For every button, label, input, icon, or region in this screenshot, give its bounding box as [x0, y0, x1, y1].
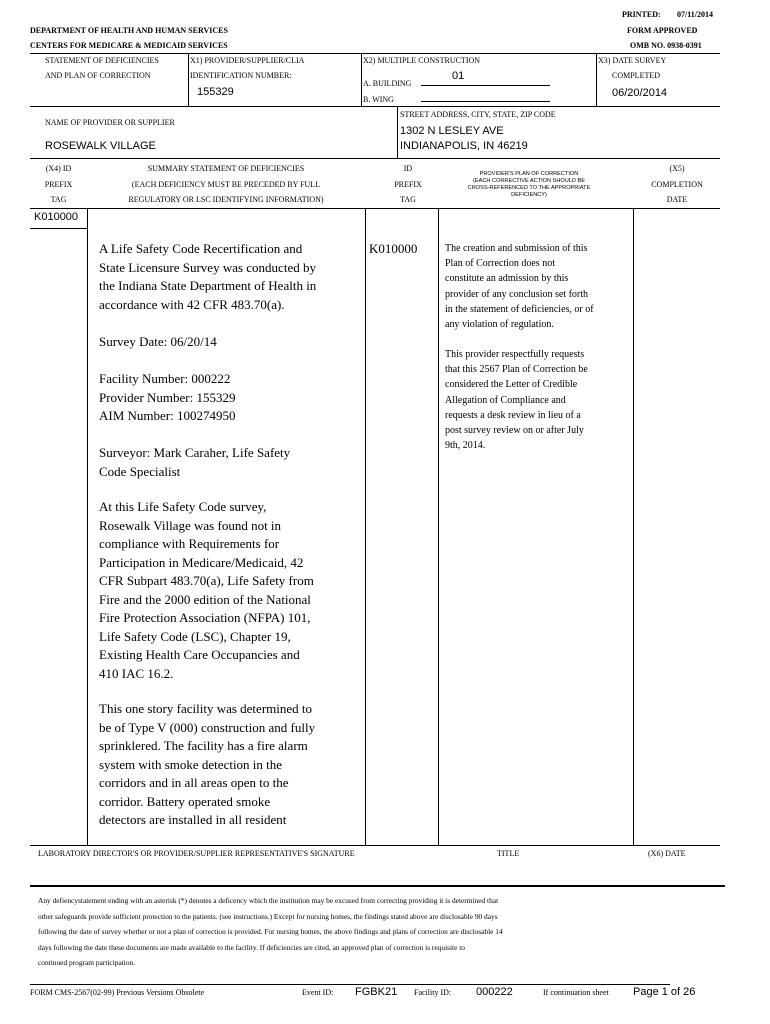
divider	[361, 53, 362, 106]
wing-underline	[421, 101, 550, 102]
date-survey-label-2: COMPLETED	[612, 71, 660, 80]
x5-header-1: (X5)	[669, 164, 685, 173]
plan-header-3: CROSS-REFERENCED TO THE APPROPRIATE	[467, 185, 591, 191]
body-bottom-border	[30, 845, 720, 846]
wing-label: B. WING	[363, 95, 394, 104]
column-divider	[633, 208, 634, 845]
form-id: FORM CMS-2567(02-99) Previous Versions Obsolete	[30, 988, 205, 997]
top-tag: K010000	[34, 211, 79, 223]
right-tag: K010000	[369, 241, 418, 256]
provider-id-label-1: X1) PROVIDER/SUPPLIER/CLIA	[190, 56, 305, 65]
summary-paragraph-4: Surveyor: Mark Caraher, Life Safety Code Specialist	[99, 445, 291, 479]
column-divider	[438, 208, 439, 845]
plan-header-1: PROVIDER'S PLAN OF CORRECTION	[479, 171, 579, 177]
date-survey-value: 06/20/2014	[612, 87, 668, 99]
plan-header-2: (EACH CORRECTIVE ACTION SHOULD BE	[473, 178, 585, 184]
row-border	[30, 106, 720, 107]
form-approved: FORM APPROVED	[627, 26, 698, 35]
address-line-1: 1302 N LESLEY AVE	[400, 125, 504, 137]
summary-header-3: REGULATORY OR LSC IDENTIFYING INFORMATION)	[128, 195, 324, 204]
event-id-value: FGBK21	[355, 986, 398, 998]
event-id-label: Event ID:	[302, 988, 334, 997]
title-label: TITLE	[497, 849, 520, 858]
provider-id-label-2: IDENTIFICATION NUMBER:	[190, 71, 292, 80]
summary-paragraph-6: This one story facility was determined to be of Type V (000) construction and fully sprinklered. The facility has a fire alarm system with smoke detection in the corridors and in all areas open to the corridor. Battery operated smoke detectors are installed in all resident	[99, 701, 316, 827]
summary-header-2: (EACH DEFICIENCY MUST BE PRECEDED BY FULL	[131, 180, 321, 189]
facility-id-value: 000222	[476, 986, 513, 998]
provider-name: ROSEWALK VILLAGE	[45, 140, 156, 152]
statement-label-2: AND PLAN OF CORRECTION	[45, 71, 151, 80]
building-underline	[421, 85, 550, 86]
page-number: Page 1 of 26	[633, 986, 696, 998]
plan-paragraph-2: This provider respectfully requests that this 2567 Plan of Correction be considered the Letter of Credible Allegation of Compliance and requests a desk review in lieu of a post survey review on or after July 9th, 2014.	[445, 349, 588, 452]
director-signature-label: LABORATORY DIRECTOR'S OR PROVIDER/SUPPLIER REPRESENTATIVE'S SIGNATURE	[38, 849, 355, 858]
summary-header-1: SUMMARY STATEMENT OF DEFICIENCIES	[147, 164, 305, 173]
facility-id-label: Facility ID:	[414, 988, 452, 997]
printed-date: 07/11/2014	[677, 10, 714, 19]
plan-paragraph-1: The creation and submission of this Plan of Correction does not constitute an admission by this provider of any conclusion set forth in the statement of deficiencies, or of any violation of regulation.	[445, 243, 594, 331]
divider	[596, 53, 597, 106]
id-header-3: TAG	[400, 195, 416, 204]
provider-name-label: NAME OF PROVIDER OR SUPPLIER	[45, 118, 175, 127]
printed-label: PRINTED:	[622, 10, 661, 19]
footer-rule	[30, 984, 670, 985]
summary-paragraph-3: Facility Number: 000222 Provider Number: 155329 AIM Number: 100274950	[99, 371, 236, 423]
id-header-2: PREFIX	[394, 180, 422, 189]
provider-number: 155329	[197, 86, 234, 98]
x5-header-2: COMPLETION	[651, 180, 703, 189]
divider	[397, 106, 398, 158]
column-divider	[365, 208, 366, 845]
summary-paragraph-2: Survey Date: 06/20/14	[99, 334, 217, 349]
top-border	[30, 53, 720, 54]
date-survey-label-1: X3) DATE SURVEY	[598, 56, 667, 65]
plan-header-4: DEFICIENCY)	[511, 192, 547, 198]
row-border	[30, 158, 720, 159]
x4-header-1: (X4) ID	[45, 164, 72, 173]
x4-header-3: TAG	[50, 195, 67, 204]
header-bottom-border	[30, 208, 720, 209]
department-title: DEPARTMENT OF HEALTH AND HUMAN SERVICES	[30, 26, 228, 35]
multiple-construction-label: X2) MULTIPLE CONSTRUCTION	[363, 56, 481, 65]
statement-label-1: STATEMENT OF DEFICIENCIES	[45, 56, 159, 65]
footnote-text: Any defiencystatement ending with an asterisk (*) denotes a deficency which the institution may be excused from correcting providing it is determined that other safeguards provide sufficient protection to the patients. (see instructions.) Except for nursing homes, the findings stated above are disclosable 90 days following the date of survey whether or not a plan of correction is provided. For nursing homes, the above findings and plans of correction are disclosable 14 days following the date these documents are made available to the facility. If deficiencies are cited, an approved plan of correction is requisite to continued program participation.	[38, 896, 503, 967]
address-label: STREET ADDRESS, CITY, STATE, ZIP CODE	[400, 110, 556, 119]
tag-row-border	[30, 228, 87, 229]
x5-header-3: DATE	[666, 195, 688, 204]
address-line-2: INDIANAPOLIS, IN 46219	[400, 140, 528, 152]
signature-bottom-border	[30, 885, 725, 887]
continuation-label: If continuation sheet	[543, 988, 609, 997]
x4-header-2: PREFIX	[44, 180, 73, 189]
column-divider	[87, 208, 88, 845]
centers-title: CENTERS FOR MEDICARE & MEDICAID SERVICES	[30, 41, 228, 50]
x6-date-label: (X6) DATE	[648, 849, 686, 858]
summary-paragraph-5: At this Life Safety Code survey, Rosewalk Village was found not in compliance with Requirements for Participation in Medicare/Medicaid, 42 CFR Subpart 483.70(a), Life Safety from Fire and the 2000 edition of the National Fire Protection Association (NFPA) 101, Life Safety Code (LSC), Chapter 19, Existing Health Care Occupancies and 410 IAC 16.2.	[99, 499, 314, 681]
omb-number: OMB NO. 0938-0391	[630, 41, 702, 50]
id-header-1: ID	[403, 164, 413, 173]
divider	[188, 53, 189, 106]
building-value: 01	[452, 70, 465, 82]
summary-paragraph-1: A Life Safety Code Recertification and State Licensure Survey was conducted by the Indiana State Department of Health in accordance with 42 CFR 483.70(a).	[99, 241, 317, 312]
building-label: A. BUILDING	[363, 79, 412, 88]
